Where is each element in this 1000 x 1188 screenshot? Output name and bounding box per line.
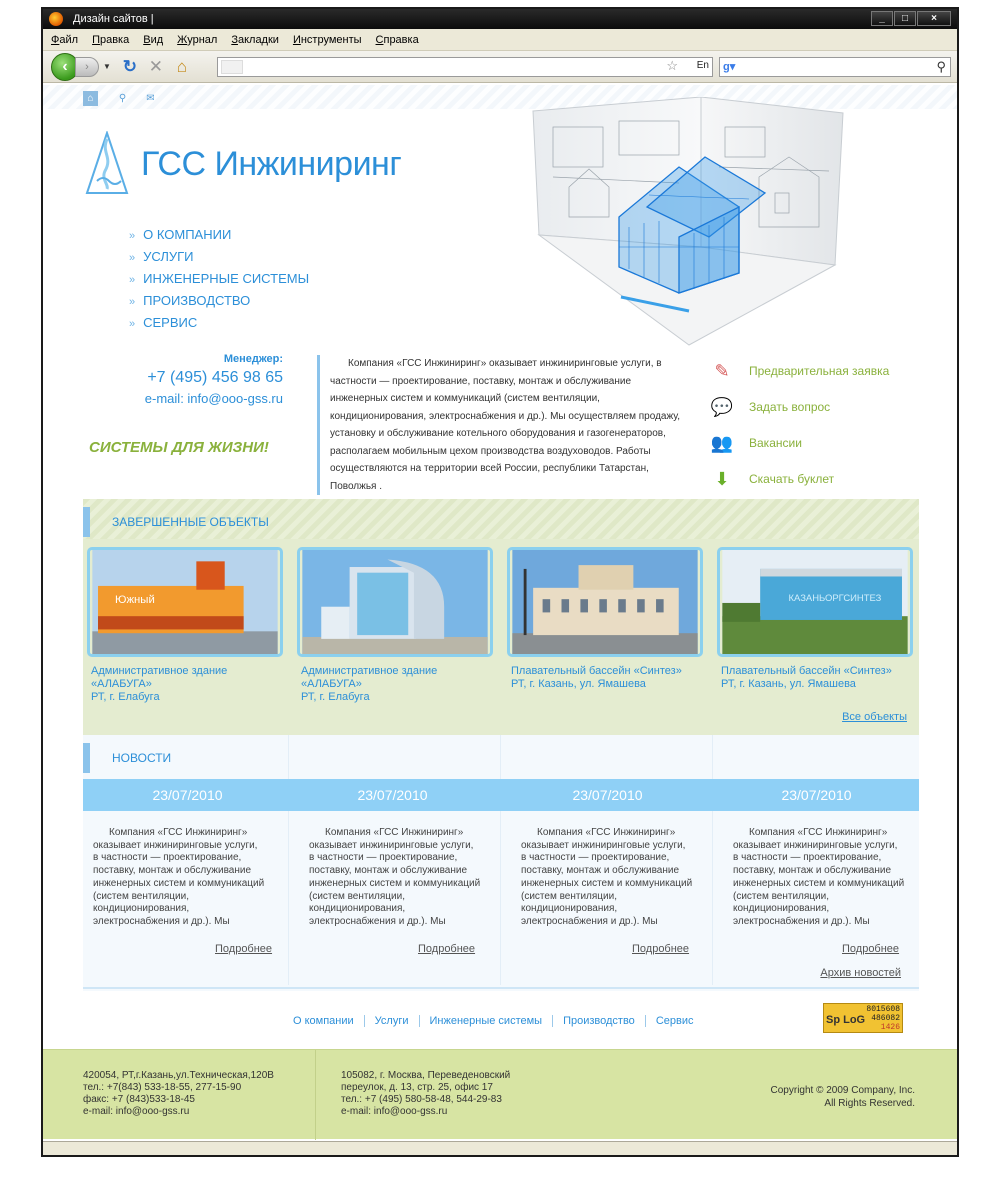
menu-item-service[interactable]: » СЕРВИС (129, 315, 309, 330)
window-title: Дизайн сайтов | (73, 13, 154, 25)
moscow-address (341, 1070, 510, 1118)
news-more-link[interactable]: Подробнее (215, 943, 273, 955)
svg-text:КАЗАНЬОРГСИНТЕЗ: КАЗАНЬОРГСИНТЕЗ (788, 593, 882, 605)
contacts-block (87, 353, 283, 406)
maximize-button[interactable]: □ (894, 11, 916, 26)
site-name: ГСС Инжиниринг (141, 144, 402, 183)
quick-link-label: Предварительная заявка (749, 364, 890, 378)
object-location: РТ, г. Казань, ул. Ямашева (721, 678, 856, 690)
footer-link-production[interactable]: Производство (552, 1015, 645, 1027)
news-archive-link[interactable]: Архив новостей (820, 967, 901, 979)
logo-mark-icon (83, 131, 131, 197)
phone-number: +7 (495) 456 98 65 (147, 369, 283, 386)
address-line: тел.: +7(843) 533-18-55, 277-15-90 (83, 1082, 242, 1093)
news-text: Компания «ГСС Инжиниринг» оказывает инжиниринговые услуги, в частности — проектирование, поставку, монтаж и обслуживание инженерных систем и коммуникаций (систем вентиляции, кондиционирования, электроснабжения и др.). Мы (733, 827, 905, 927)
object-card[interactable] (297, 547, 493, 704)
footer-link-engineering[interactable]: Инженерные системы (419, 1015, 553, 1027)
address-line: тел.: +7 (495) 580-58-48, 544-29-83 (341, 1094, 502, 1105)
menu-bar (43, 29, 957, 51)
object-title[interactable]: Административное здание «АЛАБУГА» (301, 665, 438, 690)
object-photo[interactable] (507, 547, 703, 657)
object-location: РТ, г. Елабуга (301, 691, 370, 703)
object-title[interactable]: Административное здание «АЛАБУГА» (91, 665, 228, 690)
counter-logo: Sp LoG (826, 1014, 866, 1026)
download-arrow-icon: ⬇ (714, 468, 730, 489)
pencil-icon: ✎ (714, 360, 730, 381)
menu-history[interactable]: Журнал (177, 33, 218, 46)
address-line: e-mail: info@ooo-gss.ru (83, 1106, 190, 1117)
footer-link-services[interactable]: Услуги (364, 1015, 419, 1027)
users-icon: 👥 (710, 432, 734, 453)
manager-label: Менеджер: (223, 353, 283, 365)
menu-help[interactable]: Справка (375, 33, 419, 46)
news-date: 23/07/2010 (357, 787, 428, 803)
visitor-counter[interactable] (823, 1003, 903, 1033)
reload-icon[interactable]: ↻ (122, 56, 138, 76)
svg-text:Южный: Южный (115, 593, 155, 606)
kazan-address (83, 1070, 274, 1118)
menu-file[interactable]: Файл (51, 33, 79, 46)
mail-icon[interactable]: ✉ (146, 93, 155, 104)
object-location: РТ, г. Елабуга (91, 691, 160, 703)
copyright (771, 1084, 915, 1110)
copyright-line: Copyright © 2009 Company, Inc. (770, 1085, 915, 1096)
news-text: Компания «ГСС Инжиниринг» оказывает инжиниринговые услуги, в частности — проектирование, поставку, монтаж и обслуживание инженерных систем и коммуникаций (систем вентиляции, кондиционирования, электроснабжения и др.). Мы (309, 827, 481, 927)
search-icon[interactable]: ⚲ (118, 93, 127, 104)
news-more-link[interactable]: Подробнее (632, 943, 690, 955)
news-bottom-line (83, 987, 919, 989)
quick-link-booklet[interactable] (707, 461, 947, 497)
quick-link-vacancies[interactable] (707, 425, 947, 461)
news-section (83, 735, 919, 991)
slogan: СИСТЕМЫ ДЛЯ ЖИЗНИ! (89, 439, 269, 456)
quick-links (707, 353, 947, 497)
object-photo[interactable] (717, 547, 913, 657)
site-identity-icon[interactable] (221, 60, 243, 74)
menu-tools[interactable]: Инструменты (292, 33, 362, 46)
forward-button[interactable]: › (75, 57, 99, 77)
footer (43, 1049, 957, 1139)
quick-link-label: Скачать буклет (749, 472, 835, 486)
counter-value: 486082 (871, 1014, 900, 1023)
news-text: Компания «ГСС Инжиниринг» оказывает инжиниринговые услуги, в частности — проектирование, поставку, монтаж и обслуживание инженерных систем и коммуникаций (систем вентиляции, кондиционирования, электроснабжения и др.). Мы (93, 827, 265, 927)
back-button[interactable]: ‹ (51, 53, 79, 81)
object-location: РТ, г. Казань, ул. Ямашева (511, 678, 646, 690)
quick-link-label: Вакансии (749, 436, 802, 450)
status-bar (43, 1141, 957, 1155)
address-bar[interactable] (217, 57, 713, 77)
home-icon[interactable]: ⌂ (176, 56, 188, 76)
title-bar (43, 9, 957, 29)
object-title[interactable]: Плавательный бассейн «Синтез» (511, 665, 682, 677)
quick-link-label: Задать вопрос (749, 400, 831, 414)
main-menu (129, 227, 309, 337)
news-date: 23/07/2010 (781, 787, 852, 803)
stop-icon[interactable]: ✕ (148, 56, 164, 76)
chat-icon: 💬 (710, 396, 734, 417)
menu-item-production[interactable]: » ПРОИЗВОДСТВО (129, 293, 309, 308)
menu-view[interactable]: Вид (143, 33, 164, 46)
close-button[interactable]: × (917, 11, 951, 26)
site-logo[interactable] (83, 131, 401, 197)
object-photo[interactable] (297, 547, 493, 657)
section-heading: НОВОСТИ (83, 743, 171, 773)
menu-edit[interactable]: Правка (92, 33, 130, 46)
menu-bookmarks[interactable]: Закладки (231, 33, 279, 46)
quick-link-request[interactable] (707, 353, 947, 389)
news-date: 23/07/2010 (152, 787, 223, 803)
news-more-link[interactable]: Подробнее (842, 943, 900, 955)
object-card[interactable] (717, 547, 913, 691)
search-engine-icon[interactable]: g▾ (723, 61, 736, 73)
firefox-icon (49, 12, 63, 26)
email-link[interactable]: e-mail: info@ooo-gss.ru (144, 391, 283, 406)
address-line: 105082, г. Москва, Переведеновский (341, 1070, 511, 1081)
object-title[interactable]: Плавательный бассейн «Синтез» (721, 665, 892, 677)
navigation-toolbar (43, 51, 957, 83)
minimize-button[interactable]: _ (871, 11, 893, 26)
footer-link-service[interactable]: Сервис (645, 1015, 704, 1027)
language-indicator[interactable]: En (696, 60, 709, 71)
counter-value: 8015608 (866, 1005, 900, 1014)
quick-link-question[interactable] (707, 389, 947, 425)
menu-item-engineering[interactable]: » ИНЖЕНЕРНЫЕ СИСТЕМЫ (129, 271, 309, 286)
column-divider (500, 735, 501, 985)
home-icon[interactable]: ⌂ (83, 91, 98, 106)
web-page (43, 85, 957, 1145)
counter-value: 1426 (880, 1023, 900, 1032)
completed-objects-section (83, 499, 919, 737)
house-blueprint-image (529, 97, 847, 349)
column-divider (712, 735, 713, 985)
about-text: Компания «ГСС Инжиниринг» оказывает инжиниринговые услуги, в частности — проектирование, поставку, монтаж и обслуживание инженерных систем и коммуникаций (систем вентиляции, кондиционирования, электроснабжения и др.). Мы осуществляем продажу, установку и обслуживание котельного оборудования и газогенераторов, располагаем мобильным цехом производства воздуховодов. Работы осуществляются на территории всей России, республики Татарстан, Поволжья . (317, 355, 683, 495)
object-photo[interactable] (87, 547, 283, 657)
history-dropdown-icon[interactable]: ▼ (103, 62, 111, 71)
news-more-link[interactable]: Подробнее (418, 943, 476, 955)
column-divider (288, 735, 289, 985)
footer-divider (315, 1050, 316, 1140)
object-card[interactable] (87, 547, 283, 704)
copyright-line: All Rights Reserved. (824, 1098, 915, 1109)
search-icon[interactable]: ⚲ (936, 59, 946, 74)
menu-item-about[interactable]: » О КОМПАНИИ (129, 227, 309, 242)
browser-window (41, 7, 959, 1157)
address-line: 420054, РТ,г.Казань,ул.Техническая,120В (83, 1070, 274, 1081)
menu-item-services[interactable]: » УСЛУГИ (129, 249, 309, 264)
address-line: переулок, д. 13, стр. 25, офис 17 (341, 1082, 493, 1093)
news-text: Компания «ГСС Инжиниринг» оказывает инжиниринговые услуги, в частности — проектирование, поставку, монтаж и обслуживание инженерных систем и коммуникаций (систем вентиляции, кондиционирования, электроснабжения и др.). Мы (521, 827, 693, 927)
footer-link-about[interactable]: О компании (293, 1015, 354, 1027)
news-date: 23/07/2010 (572, 787, 643, 803)
section-heading: ЗАВЕРШЕННЫЕ ОБЪЕКТЫ (83, 507, 269, 537)
bookmark-star-icon[interactable]: ☆ (666, 58, 678, 73)
all-objects-link[interactable]: Все объекты (842, 711, 907, 723)
object-card[interactable] (507, 547, 703, 691)
search-bar[interactable] (719, 57, 951, 77)
footer-menu (293, 1015, 703, 1027)
address-line: e-mail: info@ooo-gss.ru (341, 1106, 448, 1117)
address-line: факс: +7 (843)533-18-45 (83, 1094, 195, 1105)
